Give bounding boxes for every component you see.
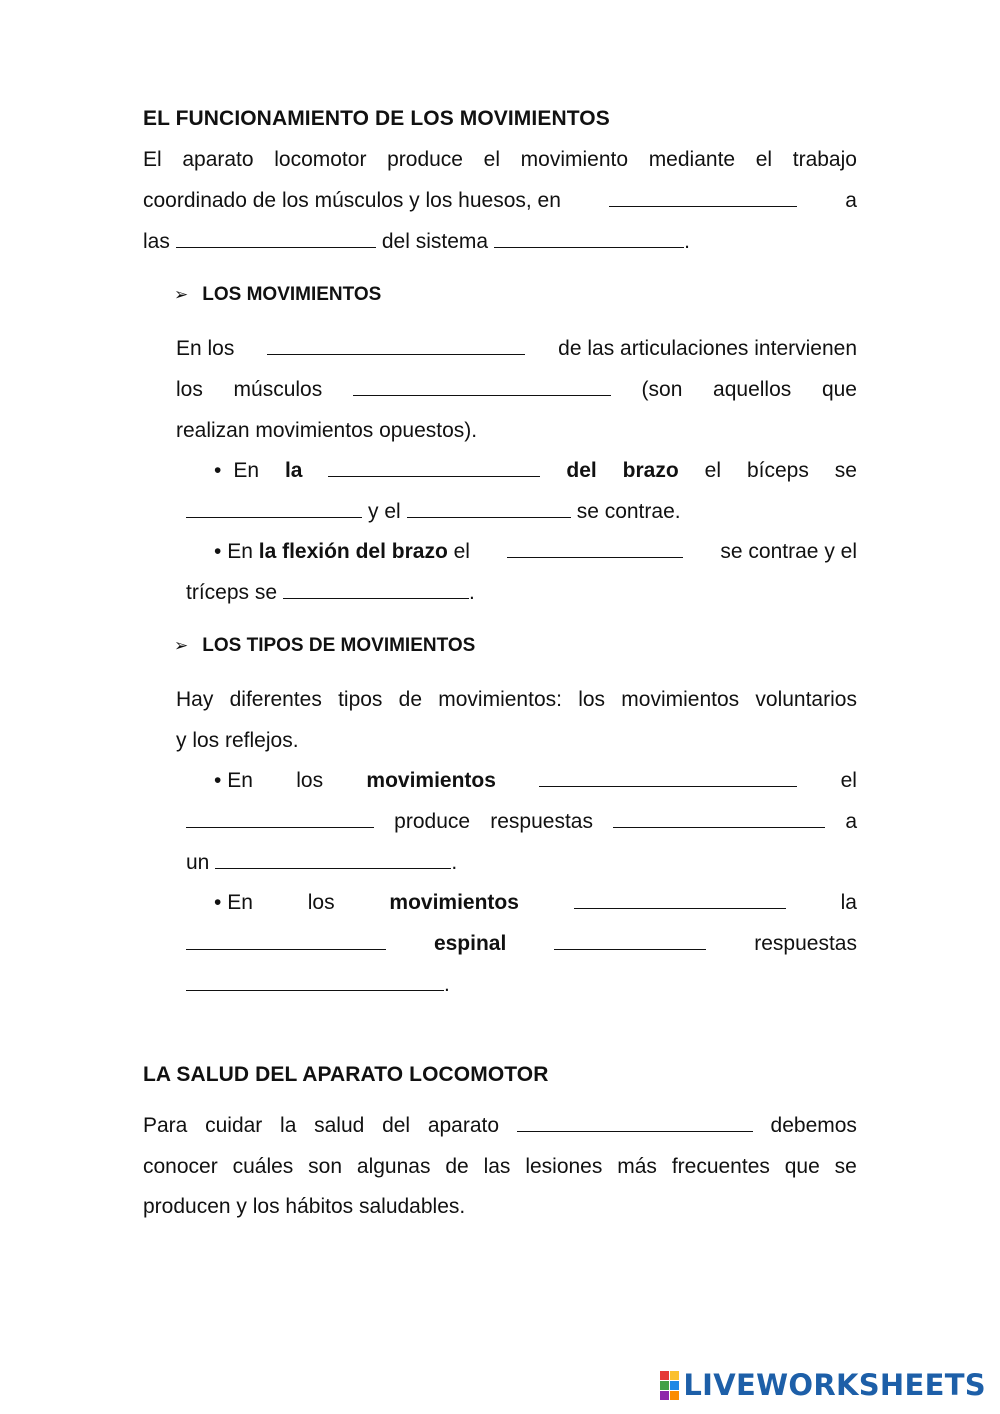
logo-text: LIVEWORKSHEETS [683, 1368, 986, 1402]
text-line: espinal respuestas [186, 931, 857, 957]
arrow-bullet-icon: ➢ [174, 636, 189, 655]
blank-input[interactable] [574, 890, 786, 909]
text-line: Para cuidar la salud del aparato debemos [143, 1114, 857, 1137]
bullet-icon: • [214, 891, 222, 914]
text-line: producen y los hábitos saludables. [143, 1195, 466, 1218]
blank-input[interactable] [267, 336, 525, 355]
section-title-funcionamiento: EL FUNCIONAMIENTO DE LOS MOVIMIENTOS [143, 107, 610, 130]
blank-input[interactable] [353, 377, 611, 396]
subsection-title-tipos: ➢ LOS TIPOS DE MOVIMIENTOS [174, 635, 476, 656]
blank-input[interactable] [494, 229, 684, 248]
blank-input[interactable] [186, 499, 362, 518]
bullet-line: • En los movimientos el [214, 769, 857, 792]
blank-input[interactable] [328, 458, 540, 477]
blank-input[interactable] [554, 931, 706, 950]
blank-input[interactable] [186, 809, 374, 828]
bullet-icon: • [214, 459, 222, 482]
blank-input[interactable] [539, 768, 797, 787]
text-line: El aparato locomotor produce el movimiento mediante el trabajo [143, 148, 857, 171]
text-line: las del sistema . [143, 230, 690, 253]
blank-input[interactable] [517, 1113, 753, 1132]
blank-input[interactable] [609, 188, 797, 207]
text-line: coordinado de los músculos y los huesos, en a [143, 189, 857, 212]
blank-input[interactable] [613, 809, 825, 828]
subsection-title-movimientos: ➢ LOS MOVIMIENTOS [174, 284, 382, 305]
text-line: . [186, 972, 857, 998]
bullet-line: • En los movimientos la [214, 891, 857, 914]
text-line: un . [186, 851, 458, 874]
liveworksheets-logo[interactable] [660, 1370, 986, 1400]
bullet-line: • En la del brazo el bíceps se [214, 459, 857, 482]
text-line: conocer cuáles son algunas de las lesiones más frecuentes que se [143, 1155, 857, 1178]
bullet-icon: • [214, 540, 222, 563]
bullet-line: • En la flexión del brazo el se contrae y el [214, 540, 857, 563]
blank-input[interactable] [283, 580, 469, 599]
text-line: tríceps se . [186, 581, 475, 604]
text-line: los músculos (son aquellos que [176, 378, 857, 401]
blank-input[interactable] [407, 499, 571, 518]
text-line: realizan movimientos opuestos). [176, 419, 478, 442]
logo-mark-icon [660, 1371, 679, 1400]
bullet-icon: • [214, 769, 222, 792]
blank-input[interactable] [186, 972, 444, 991]
section-title-salud: LA SALUD DEL APARATO LOCOMOTOR [143, 1063, 549, 1086]
blank-input[interactable] [176, 229, 376, 248]
blank-input[interactable] [215, 850, 451, 869]
text-line: En los de las articulaciones intervienen [176, 337, 857, 360]
text-line: produce respuestas a [186, 809, 857, 835]
text-line: y los reflejos. [176, 729, 299, 752]
blank-input[interactable] [507, 539, 683, 558]
text-line: Hay diferentes tipos de movimientos: los movimientos voluntarios [176, 688, 857, 711]
blank-input[interactable] [186, 931, 386, 950]
text-line: y el se contrae. [186, 499, 857, 525]
arrow-bullet-icon: ➢ [174, 285, 189, 304]
